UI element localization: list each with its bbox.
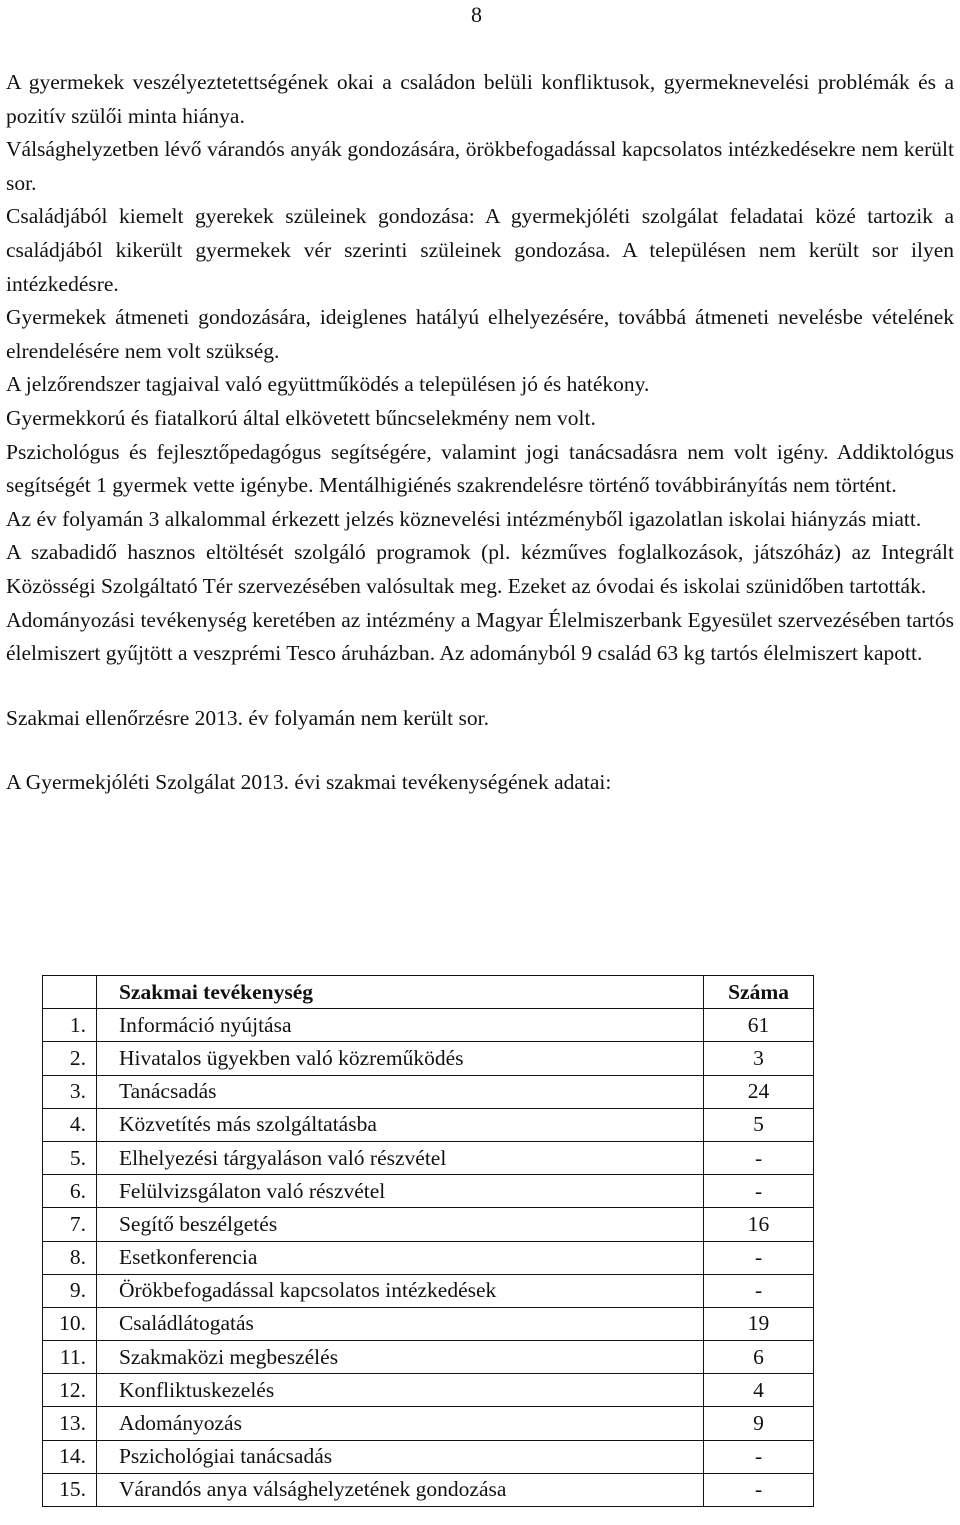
table-row — [43, 1274, 814, 1307]
paragraph: A jelzőrendszer tagjaival való együttműködés a településen jó és hatékony. — [6, 372, 650, 397]
row-count: 6 — [704, 1341, 814, 1374]
table-row — [43, 1009, 814, 1042]
row-number: 7. — [43, 1208, 97, 1241]
row-count: - — [704, 1274, 814, 1307]
row-activity: Elhelyezési tárgyaláson való részvétel — [96, 1141, 703, 1174]
paragraph: Gyermekkorú és fiatalkorú által elkövetett bűncselekmény nem volt. — [6, 405, 596, 430]
table-header-row — [43, 976, 814, 1009]
row-count: - — [704, 1473, 814, 1506]
table-row — [43, 1473, 814, 1506]
paragraph: Adományozási tevékenység keretében az intézmény a Magyar Élelmiszerbank Egyesület szervezésében tartós élelmiszert gyűjtött a veszprémi Tesco áruházban. Az adományból 9 család 63 kg tartós élelmiszert kapott. — [6, 607, 954, 666]
table-row — [43, 1407, 814, 1440]
row-activity: Tanácsadás — [96, 1075, 703, 1108]
table-intro: A Gyermekjóléti Szolgálat 2013. évi szakmai tevékenységének adatai: — [6, 770, 612, 795]
inspection-note: Szakmai ellenőrzésre 2013. év folyamán nem került sor. — [6, 705, 489, 730]
row-activity: Felülvizsgálaton való részvétel — [96, 1175, 703, 1208]
paragraph: Pszichológus és fejlesztőpedagógus segítségére, valamint jogi tanácsadásra nem volt igény. Addiktológus segítségét 1 gyermek vette igénybe. Mentálhigiénés szakrendelésre történő továbbirányítás nem történt. — [6, 439, 954, 498]
paragraph: Gyermekek átmeneti gondozására, ideiglenes hatályú elhelyezésére, továbbá átmeneti nevelésbe vételének elrendelésére nem volt szükség. — [6, 305, 954, 363]
row-activity: Hivatalos ügyekben való közreműködés — [96, 1042, 703, 1075]
row-activity: Segítő beszélgetés — [96, 1208, 703, 1241]
table-row — [43, 1307, 814, 1340]
row-number: 5. — [43, 1141, 97, 1174]
row-activity: Közvetítés más szolgáltatásba — [96, 1108, 703, 1141]
table-row — [43, 1208, 814, 1241]
row-number: 13. — [43, 1407, 97, 1440]
row-count: 9 — [704, 1407, 814, 1440]
row-number: 1. — [43, 1009, 97, 1042]
row-number: 12. — [43, 1374, 97, 1407]
header-count: Száma — [704, 976, 814, 1009]
row-count: 61 — [704, 1009, 814, 1042]
row-activity: Esetkonferencia — [96, 1241, 703, 1274]
row-count: 3 — [704, 1042, 814, 1075]
table-row — [43, 1108, 814, 1141]
document-body — [6, 66, 954, 800]
row-number: 4. — [43, 1108, 97, 1141]
row-number: 11. — [43, 1341, 97, 1374]
row-count: - — [704, 1241, 814, 1274]
row-activity: Örökbefogadással kapcsolatos intézkedések — [96, 1274, 703, 1307]
row-activity: Adományozás — [96, 1407, 703, 1440]
row-count: 5 — [704, 1108, 814, 1141]
activity-table — [42, 975, 814, 1507]
table-row — [43, 1075, 814, 1108]
paragraph: A gyermekek veszélyeztetettségének okai a családon belüli konfliktusok, gyermeknevelési problémák és a pozitív szülői minta hiánya. — [6, 70, 954, 128]
row-activity: Konfliktuskezelés — [96, 1374, 703, 1407]
row-count: - — [704, 1440, 814, 1473]
row-activity: Információ nyújtása — [96, 1009, 703, 1042]
table-row — [43, 1341, 814, 1374]
row-number: 8. — [43, 1241, 97, 1274]
row-count: - — [704, 1141, 814, 1174]
row-number: 14. — [43, 1440, 97, 1473]
header-activity: Szakmai tevékenység — [96, 976, 703, 1009]
row-activity: Családlátogatás — [96, 1307, 703, 1340]
row-count: 4 — [704, 1374, 814, 1407]
table-row — [43, 1241, 814, 1274]
row-activity: Szakmaközi megbeszélés — [96, 1341, 703, 1374]
paragraph: A szabadidő hasznos eltöltését szolgáló programok (pl. kézműves foglalkozások, játszóház) az Integrált Közösségi Szolgáltató Tér szervezésében valósultak meg. Ezeket az óvodai és iskolai szünidőben tartották. — [6, 540, 954, 598]
row-number: 3. — [43, 1075, 97, 1108]
row-number: 10. — [43, 1307, 97, 1340]
row-count: 24 — [704, 1075, 814, 1108]
table-row — [43, 1175, 814, 1208]
row-number: 6. — [43, 1175, 97, 1208]
row-count: 16 — [704, 1208, 814, 1241]
row-activity: Várandós anya válsághelyzetének gondozása — [96, 1473, 703, 1506]
row-number: 15. — [43, 1473, 97, 1506]
paragraph: Családjából kiemelt gyerekek szüleinek gondozása: A gyermekjóléti szolgálat feladatai közé tartozik a családjából kikerült gyermekek vér szerinti szüleinek gondozása. A településen nem került sor ilyen intézkedésre. — [6, 204, 954, 296]
paragraph: Az év folyamán 3 alkalommal érkezett jelzés köznevelési intézményből igazolatlan iskolai hiányzás miatt. — [6, 506, 922, 531]
header-number-cell — [43, 976, 97, 1009]
row-number: 2. — [43, 1042, 97, 1075]
page-number: 8 — [471, 2, 482, 27]
row-count: - — [704, 1175, 814, 1208]
row-number: 9. — [43, 1274, 97, 1307]
table-row — [43, 1374, 814, 1407]
table-row — [43, 1042, 814, 1075]
paragraph: Válsághelyzetben lévő várandós anyák gondozására, örökbefogadással kapcsolatos intézkedésekre nem került sor. — [6, 137, 954, 195]
table-row — [43, 1440, 814, 1473]
row-count: 19 — [704, 1307, 814, 1340]
row-activity: Pszichológiai tanácsadás — [96, 1440, 703, 1473]
table-row — [43, 1141, 814, 1174]
